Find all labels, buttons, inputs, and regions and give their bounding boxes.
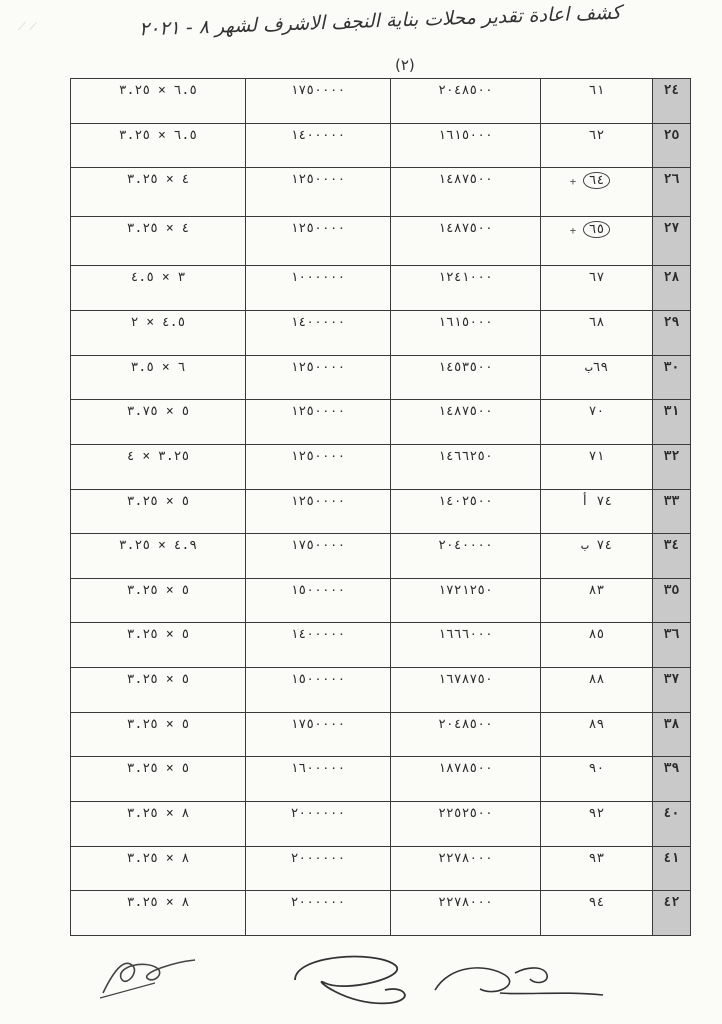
row-number-cell	[653, 123, 691, 168]
shop-dimensions: ٥ × ٣.٧٥	[126, 404, 190, 420]
shop-dimensions-cell	[71, 578, 246, 623]
shop-number-cell	[541, 757, 653, 802]
estimated-value-cell	[391, 578, 541, 623]
row-number-cell	[653, 168, 691, 217]
shop-number-cell	[541, 79, 653, 124]
shop-number-cell	[541, 168, 653, 217]
rent-amount-cell	[246, 123, 391, 168]
shop-number: ٧١	[588, 448, 605, 464]
rent-amount-cell	[246, 534, 391, 579]
shop-dimensions: ٥ × ٣.٢٥	[126, 493, 190, 509]
signature-right	[285, 945, 605, 1020]
rent-amount: ١٠٠٠٠٠٠	[290, 270, 346, 286]
shop-number: ٨٨	[588, 672, 605, 688]
row-number-cell	[653, 801, 691, 846]
shop-number: ٨٣	[588, 582, 605, 598]
shop-dimensions: ٥ × ٣.٢٥	[126, 761, 190, 777]
rent-amount: ١٧٥٠٠٠٠	[290, 83, 346, 98]
shop-dimensions: ٤ × ٣.٢٥	[126, 172, 190, 188]
table-row	[71, 623, 691, 668]
shop-number-cell	[541, 712, 653, 757]
row-number: ٣٢	[663, 448, 680, 464]
shop-dimensions-cell	[71, 623, 246, 668]
estimated-value: ١٨٧٨٥٠٠	[438, 761, 493, 777]
table-row	[71, 891, 691, 936]
shop-dimensions: ٣.٢٥ × ٤	[126, 448, 190, 464]
table-body	[71, 79, 691, 936]
rent-amount: ١٢٥٠٠٠٠	[290, 448, 346, 464]
row-number-cell	[653, 79, 691, 124]
row-number-cell	[653, 846, 691, 891]
row-number: ٤٢	[663, 895, 680, 911]
estimated-value: ١٤٨٧٥٠٠	[438, 221, 493, 237]
shop-dimensions-cell	[71, 311, 246, 356]
table-row	[71, 266, 691, 311]
shop-number-cell	[541, 355, 653, 400]
row-number: ٢٩	[663, 315, 680, 331]
estimated-value: ١٤٨٧٥٠٠	[438, 404, 493, 420]
shop-number-cell	[541, 123, 653, 168]
rent-amount: ٢٠٠٠٠٠٠	[290, 895, 346, 911]
row-number-cell	[653, 489, 691, 534]
table-row	[71, 801, 691, 846]
shop-dimensions: ٣ × ٤.٥	[130, 270, 186, 286]
shop-dimensions: ٤ × ٣.٢٥	[126, 221, 190, 237]
row-number: ٢٦	[663, 172, 680, 188]
table-row	[71, 123, 691, 168]
row-number-cell	[653, 311, 691, 356]
estimated-value: ١٦٧٨٧٥٠	[438, 672, 493, 688]
shop-number-cell	[541, 801, 653, 846]
estimated-value-cell	[391, 444, 541, 489]
row-number-cell	[653, 266, 691, 311]
shop-number-cell	[541, 400, 653, 445]
shop-dimensions-cell	[71, 846, 246, 891]
rent-amount: ١٤٠٠٠٠٠	[290, 127, 346, 143]
row-number-cell	[653, 578, 691, 623]
estimated-value-cell	[391, 400, 541, 445]
table-row	[71, 444, 691, 489]
row-number: ٢٥	[663, 127, 680, 143]
row-number-cell	[653, 400, 691, 445]
rent-amount: ١٢٥٠٠٠٠	[290, 221, 346, 237]
rent-amount: ١٢٥٠٠٠٠	[290, 493, 346, 509]
rent-amount-cell	[246, 891, 391, 936]
estimated-value-cell	[391, 123, 541, 168]
rent-amount: ٢٠٠٠٠٠٠	[290, 805, 346, 821]
shop-number-cell	[541, 668, 653, 713]
rent-amount-cell	[246, 311, 391, 356]
shop-dimensions-cell	[71, 489, 246, 534]
rent-amount: ١٥٠٠٠٠٠	[290, 582, 346, 598]
table-row	[71, 757, 691, 802]
estimated-value: ٢٢٧٨٠٠٠	[438, 895, 493, 911]
shop-dimensions-cell	[71, 444, 246, 489]
shop-number: ٩٠	[588, 761, 605, 777]
estimated-value-cell	[391, 757, 541, 802]
shop-dimensions-cell	[71, 400, 246, 445]
shop-dimensions: ٥ × ٣.٢٥	[126, 582, 190, 598]
rent-amount: ١٧٥٠٠٠٠	[290, 716, 346, 732]
row-number-cell	[653, 712, 691, 757]
signature-left	[95, 948, 205, 1003]
shop-number-cell	[541, 217, 653, 266]
estimated-value: ١٤٥٣٥٠٠	[438, 359, 493, 375]
estimated-value: ١٦٦٦٠٠٠	[438, 627, 493, 643]
row-number-cell	[653, 444, 691, 489]
shop-dimensions: ٤.٩ × ٣.٢٥	[118, 538, 198, 554]
row-number: ٣٧	[663, 672, 680, 688]
estimated-value: ٢٢٥٢٥٠٠	[438, 805, 493, 821]
shop-dimensions-cell	[71, 355, 246, 400]
rent-amount-cell	[246, 355, 391, 400]
estimated-value: ٢٠٤٠٠٠٠	[438, 538, 493, 554]
row-number: ٢٧	[663, 221, 680, 237]
row-number-cell	[653, 623, 691, 668]
estimated-value: ١٦١٥٠٠٠	[438, 315, 493, 331]
shop-number-cell	[541, 534, 653, 579]
table-row	[71, 712, 691, 757]
shop-dimensions: ٦.٥ × ٣.٢٥	[118, 127, 198, 143]
rent-amount: ٢٠٠٠٠٠٠	[290, 850, 346, 866]
shop-number: ٧٠	[588, 404, 605, 420]
row-number: ٢٨	[663, 270, 680, 286]
rent-amount-cell	[246, 578, 391, 623]
table-row	[71, 355, 691, 400]
shop-number: ٨٥	[588, 627, 605, 643]
shop-number: + ٦٥	[583, 221, 611, 238]
shop-dimensions: ٨ × ٣.٢٥	[126, 850, 190, 866]
table-row	[71, 668, 691, 713]
shop-dimensions-cell	[71, 712, 246, 757]
estimated-value: ٢٢٧٨٠٠٠	[438, 850, 493, 866]
shop-number-cell	[541, 311, 653, 356]
document-title: كشف اعادة تقدير محلات بناية النجف الاشرف لشهر ٨ - ٢٠٢١	[138, 1, 622, 41]
shop-dimensions-cell	[71, 891, 246, 936]
shop-dimensions-cell	[71, 668, 246, 713]
rent-amount: ١٤٠٠٠٠٠	[290, 315, 346, 331]
shop-number: ٧٤ ب	[580, 538, 613, 554]
shop-number-cell	[541, 444, 653, 489]
shop-dimensions-cell	[71, 79, 246, 124]
row-number: ٣١	[663, 404, 680, 420]
estimated-value-cell	[391, 311, 541, 356]
shop-dimensions: ٦ × ٣.٥	[130, 359, 186, 375]
row-number-cell	[653, 891, 691, 936]
estimated-value-cell	[391, 489, 541, 534]
rent-amount-cell	[246, 668, 391, 713]
estimated-value-cell	[391, 217, 541, 266]
shop-dimensions-cell	[71, 217, 246, 266]
rent-amount: ١٧٥٠٠٠٠	[290, 538, 346, 554]
row-number: ٣٩	[663, 761, 680, 777]
row-number: ٣٣	[663, 493, 680, 509]
shop-dimensions: ٤.٥ × ٢	[130, 315, 186, 331]
row-number-cell	[653, 668, 691, 713]
table-row	[71, 79, 691, 124]
row-number: ٢٤	[663, 83, 680, 98]
rent-amount-cell	[246, 400, 391, 445]
estimated-value: ٢٠٤٨٥٠٠	[438, 716, 493, 732]
shop-number: ٦١	[588, 83, 605, 98]
table-row	[71, 400, 691, 445]
rent-amount: ١٥٠٠٠٠٠	[290, 672, 346, 688]
faint-pencil-mark: ⟋ ⟋	[18, 20, 37, 33]
row-number-cell	[653, 355, 691, 400]
shop-number-cell	[541, 846, 653, 891]
estimated-value: ١٢٤١٠٠٠	[438, 270, 493, 286]
rent-amount-cell	[246, 712, 391, 757]
rent-amount: ١٢٥٠٠٠٠	[290, 404, 346, 420]
shop-dimensions: ٨ × ٣.٢٥	[126, 895, 190, 911]
shop-dimensions-cell	[71, 168, 246, 217]
estimated-value-cell	[391, 355, 541, 400]
estimated-value-cell	[391, 168, 541, 217]
shop-number-cell	[541, 578, 653, 623]
rent-amount: ١٦٠٠٠٠٠	[290, 761, 346, 777]
rent-amount-cell	[246, 79, 391, 124]
table-row	[71, 578, 691, 623]
valuation-table	[70, 78, 691, 936]
estimated-value: ١٤٦٦٢٥٠	[438, 448, 493, 464]
shop-dimensions-cell	[71, 801, 246, 846]
shop-number-cell	[541, 623, 653, 668]
shop-number-cell	[541, 489, 653, 534]
estimated-value-cell	[391, 712, 541, 757]
rent-amount-cell	[246, 489, 391, 534]
row-number: ٣٠	[663, 359, 680, 375]
rent-amount-cell	[246, 266, 391, 311]
estimated-value: ١٦١٥٠٠٠	[438, 127, 493, 143]
shop-dimensions: ٥ × ٣.٢٥	[126, 672, 190, 688]
estimated-value: ٢٠٤٨٥٠٠	[438, 83, 493, 98]
table-row	[71, 489, 691, 534]
rent-amount-cell	[246, 444, 391, 489]
rent-amount: ١٤٠٠٠٠٠	[290, 627, 346, 643]
estimated-value-cell	[391, 891, 541, 936]
shop-dimensions: ٦.٥ × ٣.٢٥	[118, 83, 198, 98]
rent-amount-cell	[246, 757, 391, 802]
table-row	[71, 534, 691, 579]
estimated-value-cell	[391, 623, 541, 668]
shop-number: ٩٤	[588, 895, 605, 911]
page-number: (٢)	[395, 56, 415, 74]
shop-number: ٩٢	[588, 805, 605, 821]
table-row	[71, 168, 691, 217]
row-number: ٤١	[663, 850, 680, 866]
table-row	[71, 311, 691, 356]
shop-dimensions: ٨ × ٣.٢٥	[126, 805, 190, 821]
shop-number: ٦٨	[588, 315, 605, 331]
estimated-value-cell	[391, 534, 541, 579]
rent-amount: ١٢٥٠٠٠٠	[290, 359, 346, 375]
row-number: ٣٦	[663, 627, 680, 643]
table-row	[71, 846, 691, 891]
estimated-value: ١٤٨٧٥٠٠	[438, 172, 493, 188]
rent-amount-cell	[246, 623, 391, 668]
shop-number: ٦٩ب	[584, 359, 609, 375]
row-number: ٤٠	[663, 805, 680, 821]
shop-number: ٧٤ أ	[580, 493, 613, 509]
shop-dimensions-cell	[71, 757, 246, 802]
rent-amount-cell	[246, 217, 391, 266]
shop-dimensions: ٥ × ٣.٢٥	[126, 627, 190, 643]
row-number-cell	[653, 534, 691, 579]
row-number-cell	[653, 217, 691, 266]
rent-amount: ١٢٥٠٠٠٠	[290, 172, 346, 188]
shop-dimensions: ٥ × ٣.٢٥	[126, 716, 190, 732]
shop-number: + ٦٤	[583, 172, 611, 189]
row-number-cell	[653, 757, 691, 802]
table-row	[71, 217, 691, 266]
shop-number-cell	[541, 891, 653, 936]
row-number: ٣٤	[663, 538, 680, 554]
estimated-value: ١٤٠٢٥٠٠	[438, 493, 493, 509]
estimated-value: ١٧٢١٢٥٠	[438, 582, 493, 598]
estimated-value-cell	[391, 846, 541, 891]
shop-dimensions-cell	[71, 266, 246, 311]
row-number: ٣٨	[663, 716, 680, 732]
estimated-value-cell	[391, 79, 541, 124]
estimated-value-cell	[391, 668, 541, 713]
rent-amount-cell	[246, 846, 391, 891]
shop-dimensions-cell	[71, 534, 246, 579]
shop-number: ٩٣	[588, 850, 605, 866]
shop-dimensions-cell	[71, 123, 246, 168]
rent-amount-cell	[246, 801, 391, 846]
row-number: ٣٥	[663, 582, 680, 598]
shop-number: ٦٧	[588, 270, 605, 286]
shop-number: ٦٢	[588, 127, 605, 143]
shop-number-cell	[541, 266, 653, 311]
shop-number: ٨٩	[588, 716, 605, 732]
estimated-value-cell	[391, 801, 541, 846]
estimated-value-cell	[391, 266, 541, 311]
rent-amount-cell	[246, 168, 391, 217]
